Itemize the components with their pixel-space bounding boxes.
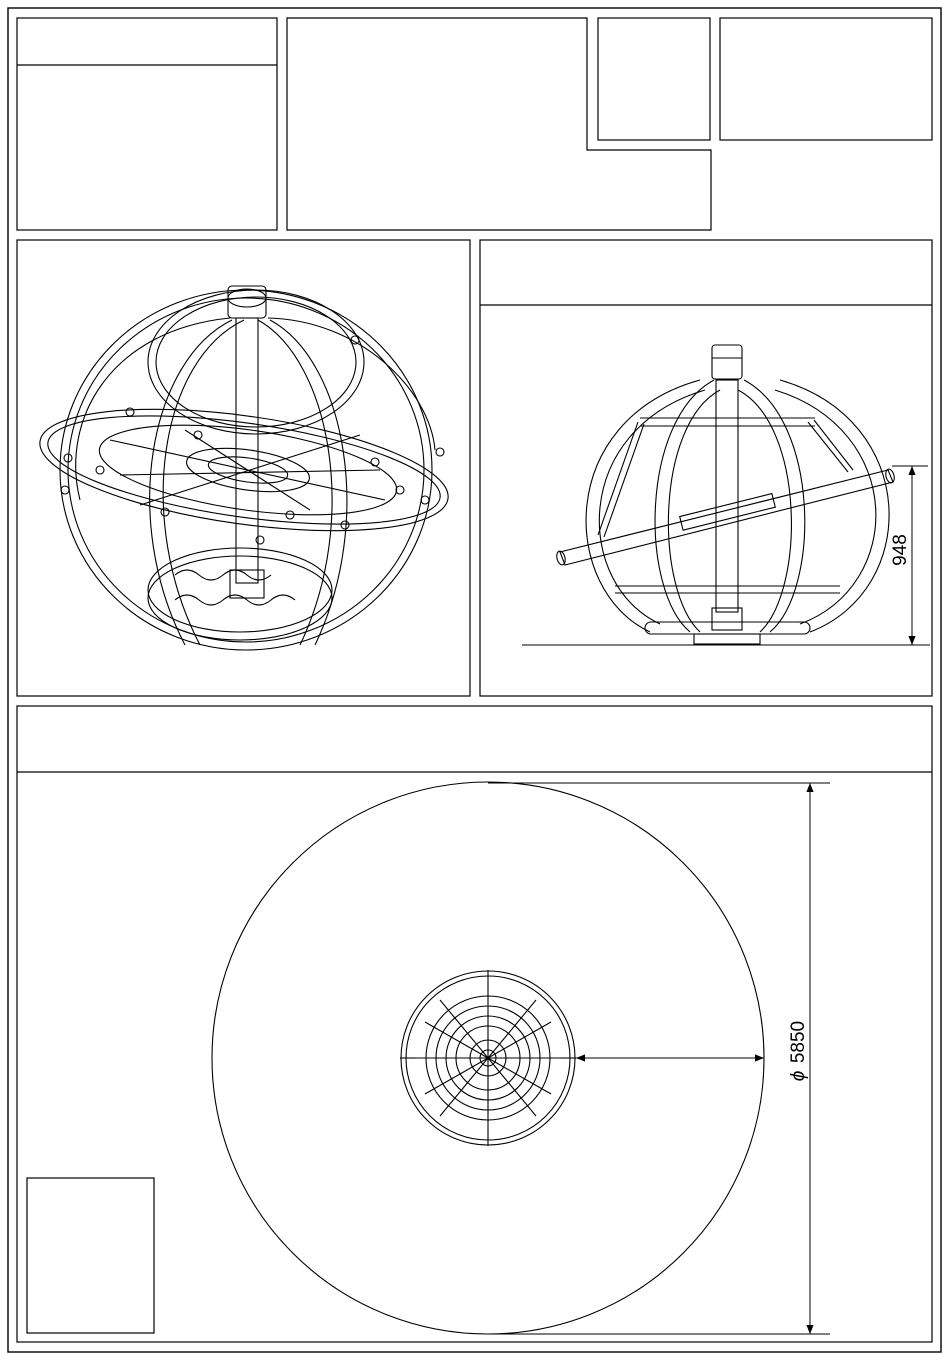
title-box-small bbox=[598, 18, 710, 140]
title-box-center bbox=[287, 18, 711, 230]
elevation-drawing bbox=[522, 345, 930, 645]
sheet-border bbox=[8, 8, 941, 1352]
elevation-view-frame bbox=[480, 240, 932, 696]
title-box-right bbox=[720, 18, 932, 140]
title-block bbox=[17, 18, 932, 230]
perspective-drawing bbox=[32, 286, 455, 650]
legend-box bbox=[27, 1178, 154, 1333]
diameter-dimension-value: 5850 bbox=[788, 1020, 809, 1064]
tilted-bar bbox=[560, 470, 893, 565]
diameter-label bbox=[788, 1021, 809, 1081]
diameter-symbol: ϕ bbox=[788, 1070, 809, 1082]
height-dimension-value: 948 bbox=[890, 534, 911, 566]
base-disc bbox=[148, 548, 332, 632]
title-box-left bbox=[17, 18, 277, 230]
